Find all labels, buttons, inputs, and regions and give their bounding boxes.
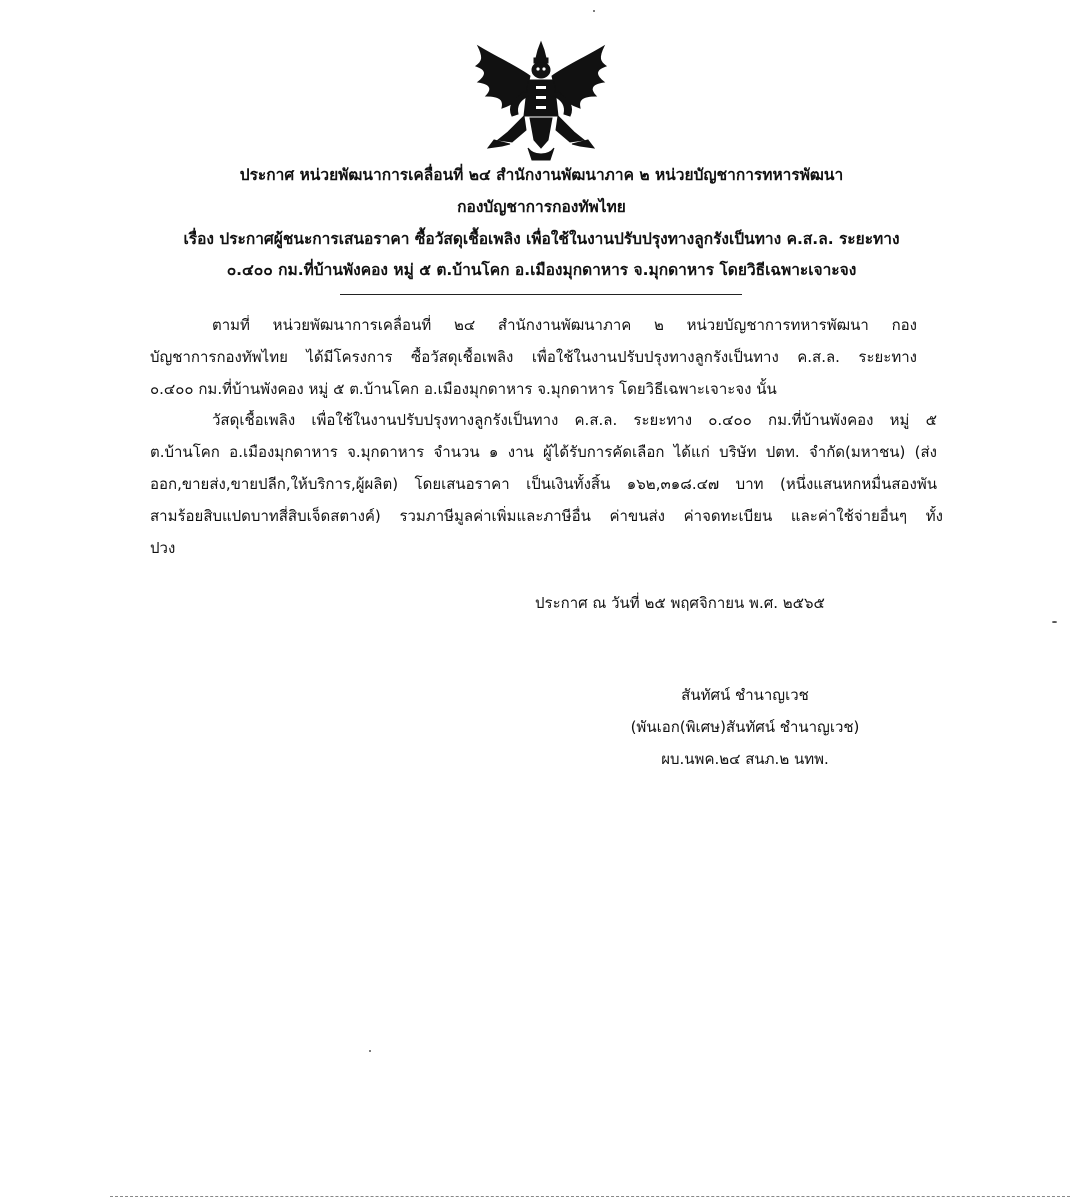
paragraph-2-line-5: ปวง — [150, 539, 176, 557]
paragraph-2-line-2: ต.บ้านโคก อ.เมืองมุกดาหาร จ.มุกดาหาร จำนวน ๑ งาน ผู้ได้รับการคัดเลือก ได้แก่ บริษัท ปตท. จำกัด(มหาชน) (ส่ง — [150, 443, 937, 461]
garuda-emblem-icon — [468, 36, 614, 164]
scan-speck — [593, 10, 595, 12]
subject-line-1: เรื่อง ประกาศผู้ชนะการเสนอราคา ซื้อวัสดุเชื้อเพลิง เพื่อใช้ในงานปรับปรุงทางลูกรังเป็นทาง ค.ส.ล. ระยะทาง — [183, 230, 900, 248]
subject-line-2: ๐.๔๐๐ กม.ที่บ้านพังคอง หมู่ ๕ ต.บ้านโคก อ.เมืองมุกดาหาร จ.มุกดาหาร โดยวิธีเฉพาะเจาะจง — [226, 261, 857, 279]
paragraph-1-line-2: บัญชาการกองทัพไทย ได้มีโครงการ ซื้อวัสดุเชื้อเพลิง เพื่อใช้ในงานปรับปรุงทางลูกรังเป็นทาง ค.ส.ล. ระยะทาง — [150, 348, 917, 366]
heading-divider — [340, 294, 742, 295]
scan-bottom-edge — [110, 1196, 1070, 1197]
scan-speck — [369, 1050, 371, 1052]
paragraph-1-line-1: ตามที่ หน่วยพัฒนาการเคลื่อนที่ ๒๔ สำนักงานพัฒนาภาค ๒ หน่วยบัญชาการทหารพัฒนา กอง — [212, 316, 917, 334]
signer-rank-name: (พันเอก(พิเศษ)สันทัศน์ ชำนาญเวช) — [630, 718, 860, 736]
scan-speck — [1052, 621, 1057, 623]
heading-line-2: กองบัญชาการกองทัพไทย — [457, 198, 626, 216]
signer-name: สันทัศน์ ชำนาญเวช — [681, 686, 809, 704]
signer-position: ผบ.นพค.๒๔ สนภ.๒ นทพ. — [661, 750, 829, 768]
paragraph-1-line-3: ๐.๔๐๐ กม.ที่บ้านพังคอง หมู่ ๕ ต.บ้านโคก อ.เมืองมุกดาหาร จ.มุกดาหาร โดยวิธีเฉพาะเจาะจง นั้น — [150, 380, 777, 398]
announcement-date: ประกาศ ณ วันที่ ๒๕ พฤศจิกายน พ.ศ. ๒๕๖๕ — [535, 594, 825, 612]
paragraph-2-line-3: ออก,ขายส่ง,ขายปลีก,ให้บริการ,ผู้ผลิต) โดยเสนอราคา เป็นเงินทั้งสิ้น ๑๖๒,๓๑๘.๔๗ บาท (หนึ่งแสนหกหมื่นสองพัน — [150, 475, 937, 493]
paragraph-2-line-1: วัสดุเชื้อเพลิง เพื่อใช้ในงานปรับปรุงทางลูกรังเป็นทาง ค.ส.ล. ระยะทาง ๐.๔๐๐ กม.ที่บ้านพังคอง หมู่ ๕ — [212, 411, 937, 429]
heading-line-1: ประกาศ หน่วยพัฒนาการเคลื่อนที่ ๒๔ สำนักงานพัฒนาภาค ๒ หน่วยบัญชาการทหารพัฒนา — [239, 166, 844, 184]
paragraph-2-line-4: สามร้อยสิบแปดบาทสี่สิบเจ็ดสตางค์) รวมภาษีมูลค่าเพิ่มและภาษีอื่น ค่าขนส่ง ค่าจดทะเบียน และค่าใช้จ่ายอื่นๆ ทั้ง — [150, 507, 943, 525]
